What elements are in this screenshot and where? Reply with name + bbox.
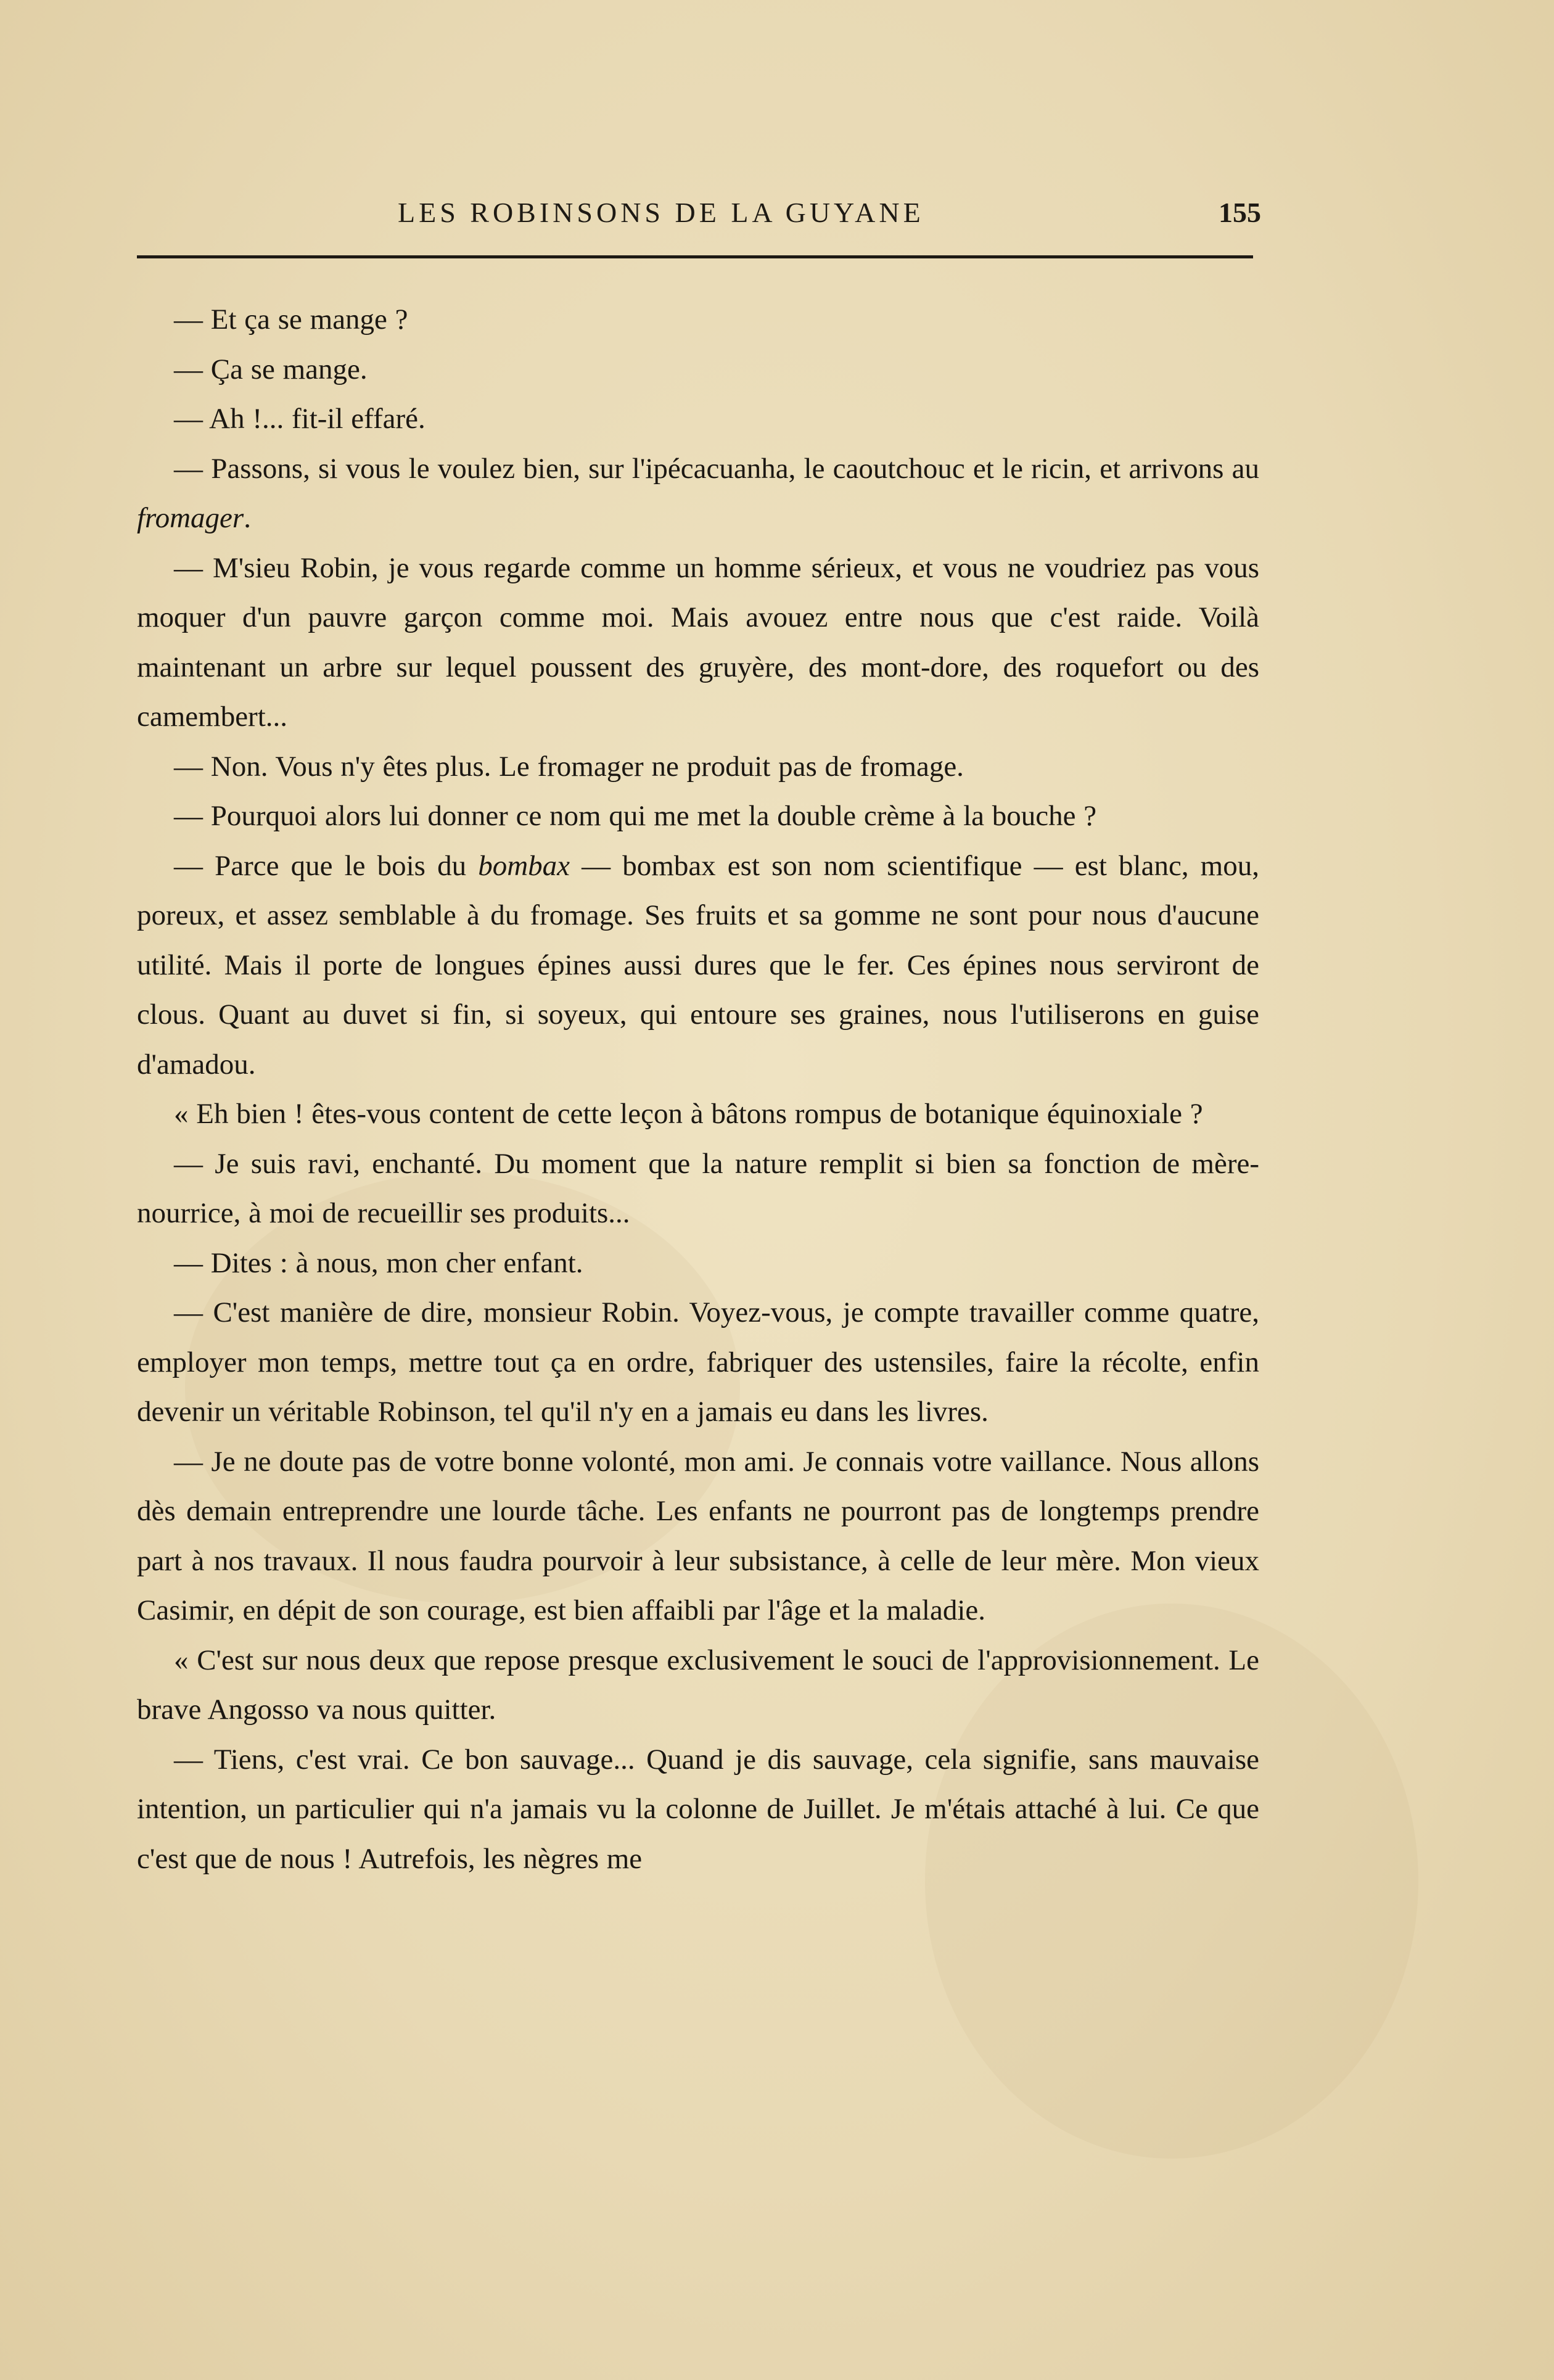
paragraph: — Non. Vous n'y êtes plus. Le fromager ne produit pas de fromage. [174, 750, 964, 783]
paragraph: « C'est sur nous deux que repose presque exclusivement le souci de l'approvisionnement. Le brave Angosso va nous quitter. [137, 1644, 1259, 1726]
header-rule [137, 255, 1253, 258]
paragraph: — Dites : à nous, mon cher enfant. [174, 1246, 583, 1279]
paragraph: — Ah !... fit-il effaré. [174, 403, 426, 435]
paragraph: — Pourquoi alors lui donner ce nom qui me met la double crème à la bouche ? [174, 800, 1097, 832]
paragraph: — M'sieu Robin, je vous regarde comme un homme sérieux, et vous ne voudriez pas vous moquer d'un pauvre garçon comme moi. Mais avouez entre nous que c'est raide. Voilà maintenant un arbre sur lequel poussent des gruyère, des mont-dore, des roquefort ou des camembert... [137, 551, 1259, 733]
paragraph: — Tiens, c'est vrai. Ce bon sauvage... Quand je dis sauvage, cela signifie, sans mauvaise intention, un particulier qui n'a jamais vu la colonne de Juillet. Je m'étais attaché à lui. Ce que c'est que de nous ! Autrefois, les nègres me [137, 1743, 1259, 1875]
page-header [133, 194, 1261, 231]
page-number: 155 [1219, 197, 1261, 228]
body-text [137, 295, 1259, 1884]
paragraph: — Parce que le bois du bombax — bombax est son nom scientifique — est blanc, mou, poreux, et assez semblable à du fromage. Ses fruits et sa gomme ne sont pour nous d'aucune utilité. Mais il porte de longues épines aussi dures que le fer. Ces épines nous serviront de clous. Quant au duvet si fin, si soyeux, qui entoure ses graines, nous l'utiliserons en guise d'amadou. [137, 849, 1259, 1081]
paragraph: « Eh bien ! êtes-vous content de cette leçon à bâtons rompus de botanique équinoxiale ? [174, 1098, 1203, 1130]
paragraph: — Je suis ravi, enchanté. Du moment que la nature remplit si bien sa fonction de mère-nourrice, à moi de recueillir ses produits... [137, 1147, 1259, 1229]
paragraph: — Et ça se mange ? [174, 303, 408, 336]
paragraph: — Passons, si vous le voulez bien, sur l'ipécacuanha, le caoutchouc et le ricin, et arrivons au fromager. [137, 452, 1259, 534]
paragraph: — Je ne doute pas de votre bonne volonté, mon ami. Je connais votre vaillance. Nous allons dès demain entreprendre une lourde tâche. Les enfants ne pourront pas de longtemps prendre part à nos travaux. Il nous faudra pourvoir à leur subsistance, à celle de leur mère. Mon vieux Casimir, en dépit de son courage, est bien affaibli par l'âge et la maladie. [137, 1445, 1259, 1626]
running-title: LES ROBINSONS DE LA GUYANE [398, 197, 924, 228]
paragraph: — Ça se mange. [174, 353, 368, 385]
italic-term: fromager [137, 502, 244, 534]
paragraph: — C'est manière de dire, monsieur Robin. Voyez-vous, je compte travailler comme quatre, employer mon temps, mettre tout ça en ordre, fabriquer des ustensiles, faire la récolte, enfin devenir un véritable Robinson, tel qu'il n'y en a jamais eu dans les livres. [137, 1296, 1259, 1428]
italic-term: bombax [478, 849, 570, 882]
